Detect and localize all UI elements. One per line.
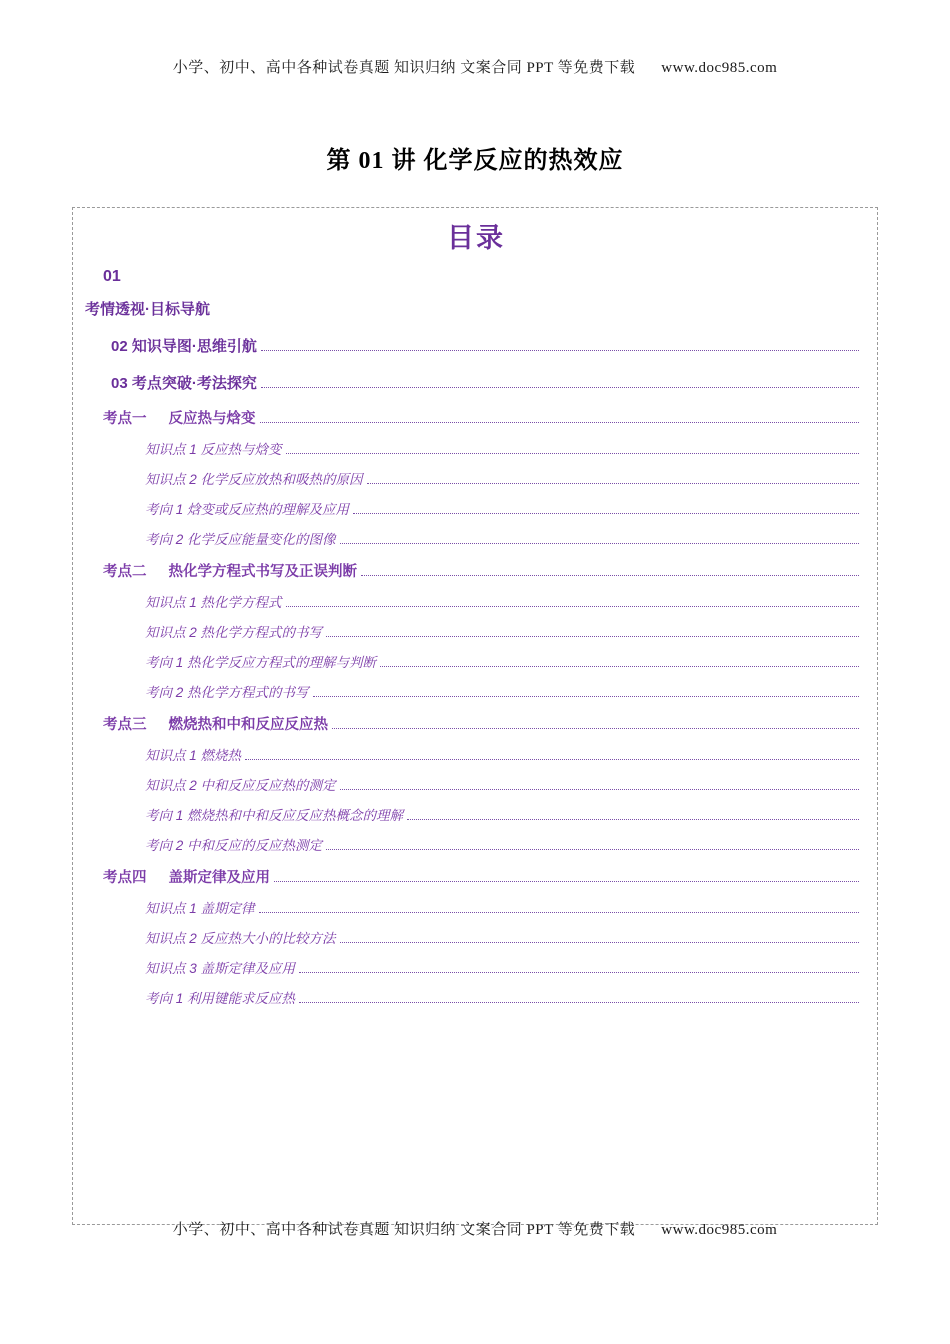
toc-entry-text: 知识点 2 化学反应放热和吸热的原因	[145, 472, 363, 487]
toc-entry[interactable]	[73, 397, 879, 430]
toc-entry[interactable]	[73, 766, 879, 796]
toc-leader-dots	[332, 727, 859, 729]
toc-leader-dots	[361, 574, 859, 576]
toc-leader-dots	[299, 1001, 859, 1003]
watermark-text: 小学、初中、高中各种试卷真题 知识归纳 文案合同 PPT 等免费下载	[172, 60, 636, 76]
toc-entry-text: 燃烧热和中和反应反应热	[168, 717, 328, 733]
toc-entry-text: 反应热与焓变	[168, 411, 256, 427]
toc-entry-text: 知识点 3 盖斯定律及应用	[145, 961, 296, 976]
toc-leader-dots	[214, 313, 859, 314]
toc-entry-text: 考向 2 化学反应能量变化的图像	[145, 532, 336, 547]
toc-leader-dots	[245, 758, 859, 760]
toc-leader-dots	[340, 788, 859, 790]
toc-leader-dots	[286, 605, 859, 607]
page-title: 第 01 讲 化学反应的热效应	[326, 148, 624, 174]
footer-watermark	[0, 1218, 950, 1239]
toc-entry-text: 考向 1 热化学反应方程式的理解与判断	[145, 655, 377, 670]
toc-entry[interactable]	[73, 949, 879, 979]
toc-entry[interactable]	[73, 262, 879, 288]
toc-entry[interactable]	[73, 856, 879, 889]
toc-entry-text: 知识点 2 热化学方程式的书写	[145, 625, 323, 640]
toc-leader-dots	[340, 941, 859, 943]
toc-entry[interactable]	[73, 613, 879, 643]
toc-entry-label: 考点二	[103, 564, 147, 580]
toc-entry-text: 02 知识导图·思维引航	[111, 338, 257, 355]
toc-leader-dots	[407, 818, 859, 820]
watermark-site: www.doc985.com	[661, 1222, 778, 1238]
toc-entry-text: 考情透视·目标导航	[85, 301, 210, 318]
toc-entry[interactable]	[73, 643, 879, 673]
toc-leader-dots	[259, 911, 859, 913]
toc-entry-text: 热化学方程式书写及正误判断	[168, 564, 357, 580]
toc-entry-label: 考点四	[103, 870, 147, 886]
header-watermark	[0, 56, 950, 77]
toc-entry-text: 考向 1 利用键能求反应热	[145, 991, 296, 1006]
toc-leader-dots	[313, 695, 859, 697]
toc-entry[interactable]	[73, 889, 879, 919]
toc-leader-dots	[274, 880, 859, 882]
toc-leader-dots	[380, 665, 859, 667]
toc-entry-text: 盖斯定律及应用	[168, 870, 270, 886]
toc-entry[interactable]	[73, 360, 879, 397]
toc-entry-text: 考向 2 中和反应的反应热测定	[145, 838, 323, 853]
toc-heading: 目录	[447, 223, 505, 253]
toc-entry-text: 知识点 1 燃烧热	[145, 748, 242, 763]
toc-leader-dots	[326, 635, 859, 637]
toc-entry[interactable]	[73, 919, 879, 949]
toc-entry[interactable]	[73, 583, 879, 613]
toc-entry-text: 知识点 2 中和反应反应热的测定	[145, 778, 336, 793]
table-of-contents-box	[72, 207, 878, 1225]
toc-entry-label: 考点一	[103, 411, 147, 427]
toc-leader-dots	[299, 971, 859, 973]
toc-entry[interactable]	[73, 673, 879, 703]
toc-entry-text: 知识点 2 反应热大小的比较方法	[145, 931, 336, 946]
toc-entry[interactable]	[73, 520, 879, 550]
toc-entry-text: 考向 1 燃烧热和中和反应反应热概念的理解	[145, 808, 404, 823]
toc-leader-dots	[353, 512, 859, 514]
toc-leader-dots	[367, 482, 859, 484]
toc-leader-dots	[340, 542, 859, 544]
toc-leader-dots	[286, 452, 859, 454]
toc-entry-text: 知识点 1 盖期定律	[145, 901, 255, 916]
toc-entry-text: 03 考点突破·考法探究	[111, 375, 257, 392]
toc-leader-dots	[125, 280, 877, 281]
toc-entry[interactable]	[73, 826, 879, 856]
toc-entry-label: 考点三	[103, 717, 147, 733]
toc-entry[interactable]	[73, 460, 879, 490]
toc-entry[interactable]	[73, 736, 879, 766]
toc-entry-text: 01	[103, 268, 121, 285]
toc-entry[interactable]	[73, 796, 879, 826]
watermark-text: 小学、初中、高中各种试卷真题 知识归纳 文案合同 PPT 等免费下载	[172, 1222, 636, 1238]
toc-entry[interactable]	[73, 703, 879, 736]
toc-leader-dots	[260, 421, 860, 423]
toc-entry[interactable]	[73, 490, 879, 520]
toc-entry[interactable]	[73, 979, 879, 1009]
toc-entry-text: 知识点 1 反应热与焓变	[145, 442, 282, 457]
watermark-site: www.doc985.com	[661, 60, 778, 76]
toc-entry[interactable]	[73, 323, 879, 360]
toc-entry-text: 考向 2 热化学方程式的书写	[145, 685, 309, 700]
toc-leader-dots	[326, 848, 859, 850]
toc-leader-dots	[261, 349, 859, 351]
toc-leader-dots	[261, 386, 859, 388]
toc-entry[interactable]	[73, 288, 879, 323]
toc-list	[73, 262, 879, 1009]
toc-entry-text: 考向 1 焓变或反应热的理解及应用	[145, 502, 350, 517]
toc-entry[interactable]	[73, 430, 879, 460]
toc-entry[interactable]	[73, 550, 879, 583]
toc-entry-text: 知识点 1 热化学方程式	[145, 595, 282, 610]
